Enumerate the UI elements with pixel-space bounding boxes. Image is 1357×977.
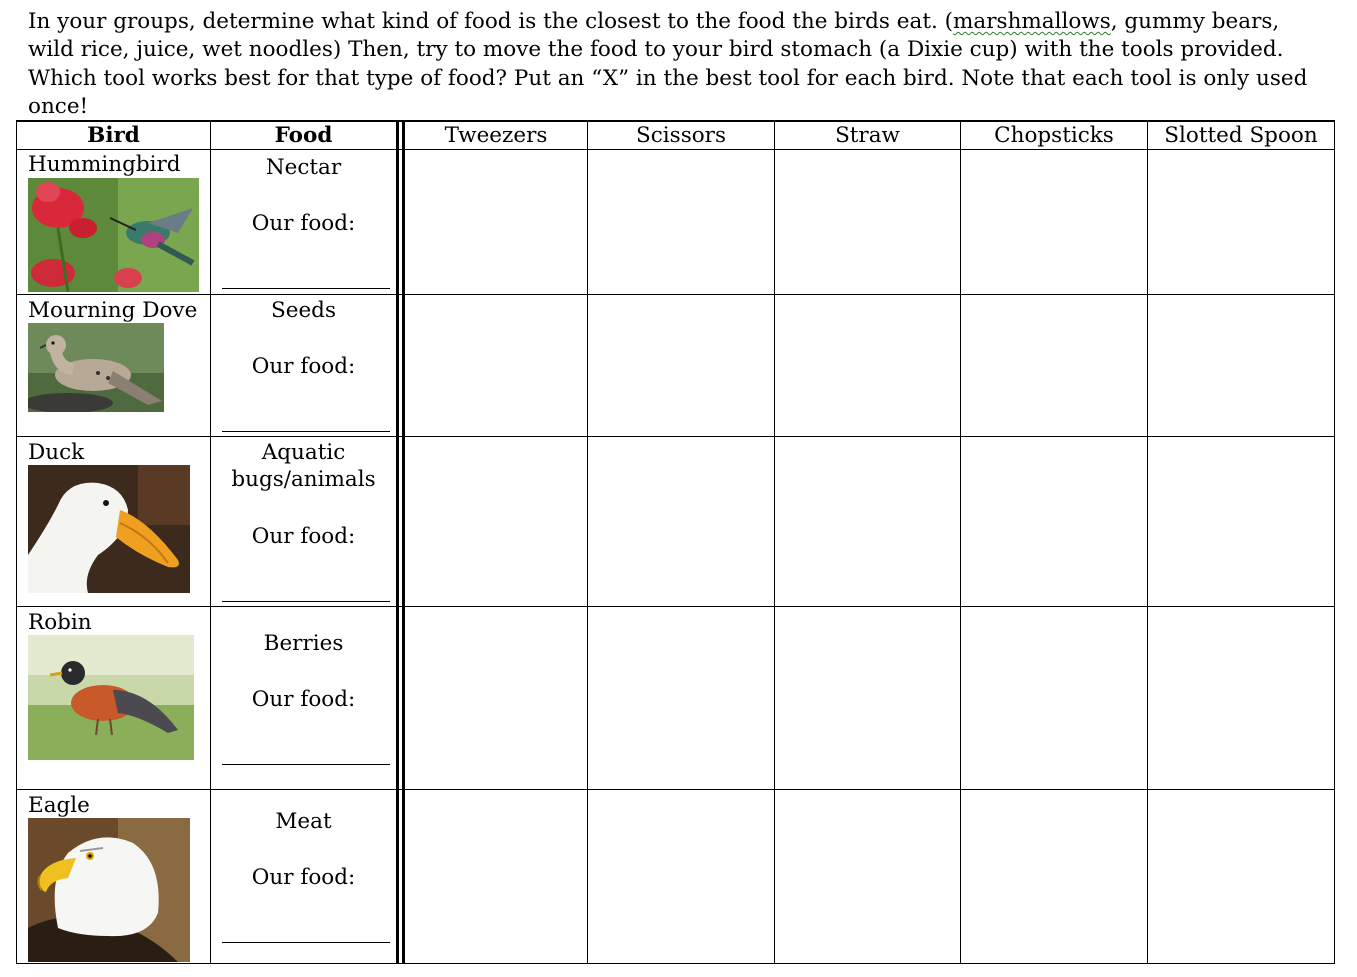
food-type (211, 630, 396, 657)
our-food-blank-line[interactable] (222, 288, 390, 289)
tool-cell-eagle-slotted-spoon[interactable] (1148, 790, 1334, 963)
our-food-label: Our food: (251, 524, 356, 549)
header-slotted-spoon: Slotted Spoon (1164, 123, 1318, 148)
robin-photo (28, 635, 194, 760)
double-divider-left (396, 120, 399, 964)
header-straw: Straw (835, 123, 900, 148)
header-scissors: Scissors (636, 123, 726, 148)
food-type (211, 297, 396, 324)
tool-cell-dove-chopsticks[interactable] (961, 295, 1147, 436)
our-food-blank-line[interactable] (222, 942, 390, 943)
tool-cell-robin-chopsticks[interactable] (961, 607, 1147, 789)
food-type-line: Meat (275, 809, 332, 834)
mourning-dove-photo (28, 323, 164, 412)
tool-cell-duck-slotted-spoon[interactable] (1148, 437, 1334, 606)
header-bird: Bird (87, 123, 140, 148)
tool-cell-duck-chopsticks[interactable] (961, 437, 1147, 606)
our-food-label: Our food: (251, 354, 356, 379)
food-type-line: Berries (263, 631, 344, 656)
table-left-border (16, 120, 17, 964)
tool-cell-robin-straw[interactable] (775, 607, 960, 789)
tool-cell-eagle-tweezers[interactable] (405, 790, 587, 963)
tool-cell-hummingbird-chopsticks[interactable] (961, 150, 1147, 294)
header-tweezers: Tweezers (444, 123, 548, 148)
eagle-photo (28, 818, 190, 962)
food-type (211, 808, 396, 835)
bird-name: Hummingbird (28, 152, 181, 177)
hummingbird-photo (28, 178, 199, 292)
tool-cell-hummingbird-straw[interactable] (775, 150, 960, 294)
instructions-text-end: , gummy bears, wild rice, juice, wet noodles) Then, try to move the food to your bird stomach (a Dixie cup) with the tools provided. Which tool works best for that type of food? Put an “X” in the best tool for each bird. Note that each tool is only used once! (28, 9, 1308, 119)
food-type (211, 154, 396, 181)
tool-cell-hummingbird-slotted-spoon[interactable] (1148, 150, 1334, 294)
food-type-line: Seeds (271, 298, 336, 323)
tool-cell-dove-tweezers[interactable] (405, 295, 587, 436)
tool-cell-dove-scissors[interactable] (588, 295, 774, 436)
tool-cell-eagle-straw[interactable] (775, 790, 960, 963)
our-food-blank-line[interactable] (222, 431, 390, 432)
tool-cell-hummingbird-tweezers[interactable] (405, 150, 587, 294)
instructions-text-start: In your groups, determine what kind of food is the closest to the food the birds eat. ( (28, 9, 954, 34)
table-bottom-border (16, 963, 1335, 964)
bird-name: Mourning Dove (28, 298, 198, 323)
tool-cell-duck-scissors[interactable] (588, 437, 774, 606)
tool-cell-eagle-chopsticks[interactable] (961, 790, 1147, 963)
duck-photo (28, 465, 190, 593)
tool-cell-duck-straw[interactable] (775, 437, 960, 606)
our-food-label: Our food: (251, 865, 356, 890)
our-food-label: Our food: (251, 687, 356, 712)
header-food: Food (274, 123, 333, 148)
tool-cell-robin-tweezers[interactable] (405, 607, 587, 789)
tool-cell-dove-straw[interactable] (775, 295, 960, 436)
food-type-line: bugs/animals (231, 467, 376, 492)
spellcheck-word: marshmallows (953, 9, 1111, 34)
tool-cell-duck-tweezers[interactable] (405, 437, 587, 606)
food-type (211, 439, 396, 493)
our-food-blank-line[interactable] (222, 601, 390, 602)
food-type-line: Nectar (265, 155, 342, 180)
tool-cell-robin-scissors[interactable] (588, 607, 774, 789)
header-chopsticks: Chopsticks (994, 123, 1114, 148)
table-right-border (1334, 120, 1335, 964)
bird-name: Robin (28, 610, 92, 635)
tool-cell-robin-slotted-spoon[interactable] (1148, 607, 1334, 789)
food-type-line: Aquatic (261, 440, 346, 465)
tool-cell-eagle-scissors[interactable] (588, 790, 774, 963)
our-food-label: Our food: (251, 211, 356, 236)
tool-cell-dove-slotted-spoon[interactable] (1148, 295, 1334, 436)
our-food-blank-line[interactable] (222, 764, 390, 765)
bird-name: Duck (28, 440, 85, 465)
tool-cell-hummingbird-scissors[interactable] (588, 150, 774, 294)
bird-name: Eagle (28, 793, 90, 818)
